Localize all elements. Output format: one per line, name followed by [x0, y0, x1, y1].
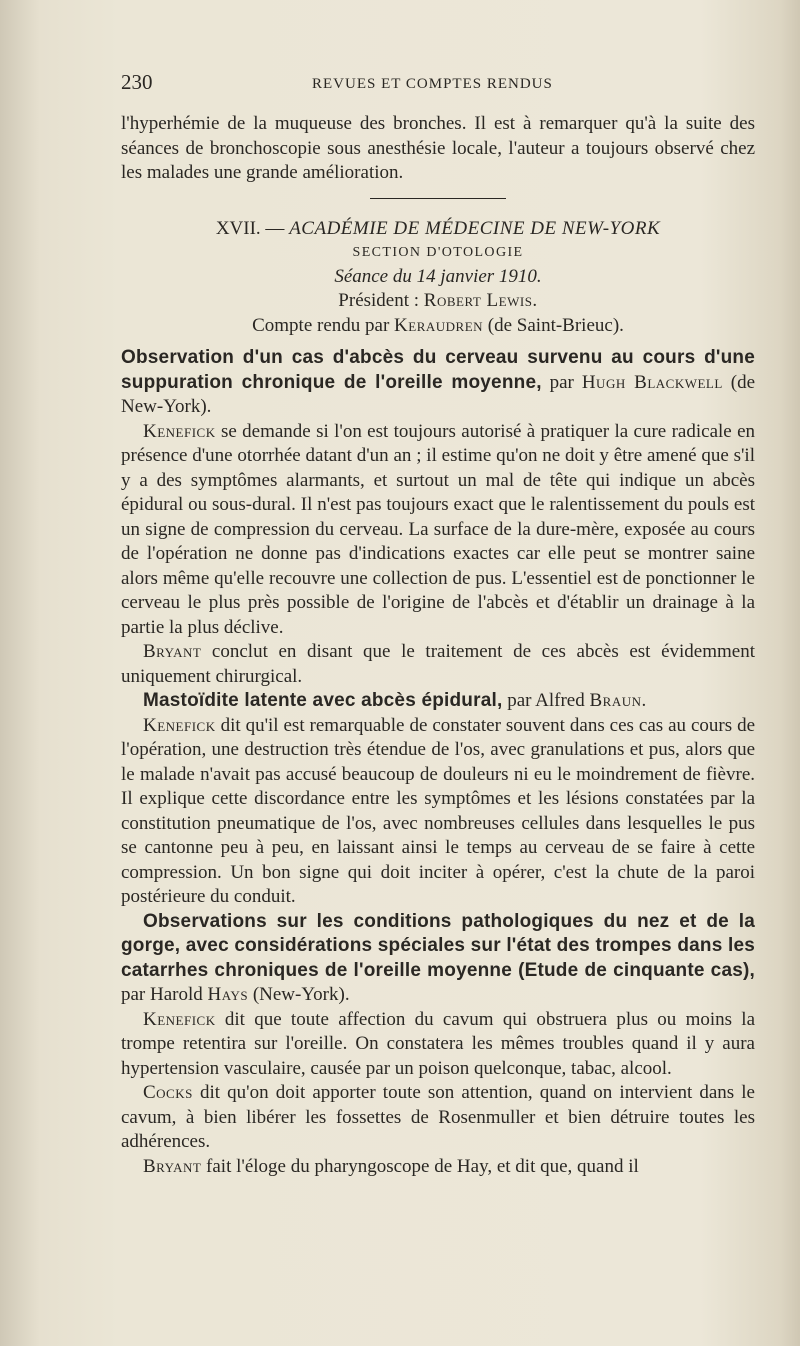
paragraph-text: dit que toute affection du cavum qui obstruera plus ou moins la trompe retentira sur l'oreille. On constatera les mêmes troubles quand il y aura hypertension vasculaire, causée par un poison quelconque, tabac, alcool.	[121, 1008, 756, 1079]
article1-heading	[121, 346, 755, 420]
section-divider	[370, 198, 506, 199]
article1-paragraph-2	[121, 640, 755, 689]
page-number: 230	[121, 70, 153, 94]
speaker-name: Kenefick	[143, 420, 216, 442]
speaker-name: Kenefick	[143, 714, 216, 736]
academy-name: ACADÉMIE DE MÉDECINE DE NEW-YORK	[289, 217, 661, 239]
article2-by: par Alfred	[507, 690, 585, 711]
article2-heading	[121, 689, 755, 714]
article3-paragraph-2	[121, 1081, 755, 1155]
article1-paragraph-1	[121, 420, 755, 641]
report-line	[121, 314, 755, 339]
report-prefix: Compte rendu par	[252, 314, 390, 336]
article3-affiliation: (New-York).	[252, 984, 350, 1005]
paragraph-text: fait l'éloge du pharyngoscope de Hay, et dit que, quand il	[206, 1155, 639, 1177]
article3-author: Hays	[207, 984, 249, 1005]
section-number: XVII. —	[215, 217, 285, 239]
paragraph-text: dit qu'on doit apporter toute son attention, quand on intervient dans le cavum, à bien libérer les fossettes de Rosenmuller et bien détruire toutes les adhérences.	[121, 1082, 755, 1152]
president-name: Robert Lewis.	[423, 290, 538, 311]
article3-paragraph-3	[121, 1155, 755, 1180]
paragraph-text: conclut en disant que le traitement de ces abcès est évidemment uniquement chirurgical.	[121, 641, 755, 687]
report-suffix: (de Saint-Brieuc).	[487, 314, 624, 336]
article3-by: par Harold	[121, 984, 203, 1005]
academy-heading	[121, 217, 755, 241]
paragraph-text: se demande si l'on est toujours autorisé à pratiquer la cure radicale en présence d'une otorrhée datant d'un an ; il estime qu'on ne doit y être amené que s'il y a des symptômes alarmants, et surtout un mal de tête qui indique un abcès épidural ou sous-dural. Il n'est pas toujours exact que le ralentissement du pouls est un signe de compression du cerveau. La surface de la dure-mère, exposée au cours de l'opération ne donne pas d'indications exactes car elle peut se montrer saine alors même qu'elle recouvre une collection de pus. L'essentiel est de ponctionner le cerveau le plus près possible de l'origine de l'abcès et d'établir un drainage à la partie la plus déclive.	[121, 420, 756, 638]
article2-title: Mastoïdite latente avec abcès épidural,	[143, 690, 503, 711]
paragraph-text: dit qu'il est remarquable de constater souvent dans ces cas au cours de l'opération, une destruction très étendue de l'os, avec granulations et pus, alors que le malade n'avait pas accusé beaucoup de douleurs ni eu le moindrement de fièvre. Il explique cette discordance entre les symptômes et les lésions constatées par la constitution pneumatique de l'os, avec nombreuses cellules dans lesquelles le pus se cantonne peu à peu, en laissant ainsi le temps au cerveau de se faire à cette compression. Un bon signe qui doit inciter à opérer, c'est la chute de la paroi postérieure du conduit.	[121, 714, 756, 907]
speaker-name: Cocks	[143, 1082, 193, 1103]
article1-author: Hugh Blackwell	[581, 371, 723, 393]
article3-paragraph-1	[121, 1008, 755, 1082]
intro-paragraph: l'hyperhémie de la muqueuse des bronches. Il est à remarquer qu'à la suite des séances de bronchoscopie sous anesthésie locale, l'auteur a toujours observé chez les malades une grande amélioration.	[121, 113, 755, 183]
speaker-name: Bryant	[143, 1155, 202, 1177]
subsection-heading: SECTION D'OTOLOGIE	[352, 244, 524, 260]
article2-author: Braun.	[589, 690, 647, 711]
article1-title: Observation d'un cas d'abcès du cerveau survenu au cours d'une suppuration chronique de l'oreille moyenne,	[121, 347, 755, 393]
article3-title: Observations sur les conditions pathologiques du nez et de la gorge, avec considérations spéciales sur l'état des trompes dans les catarrhes chroniques de l'oreille moyenne (Etude de cinquante cas),	[121, 910, 755, 981]
article2-paragraph-1	[121, 714, 755, 910]
running-title: REVUES ET COMPTES RENDUS	[312, 76, 553, 92]
running-head	[121, 70, 755, 100]
article3-heading	[121, 910, 755, 1008]
article1-by: par	[549, 371, 574, 393]
report-author: Keraudren	[394, 314, 484, 336]
speaker-name: Kenefick	[143, 1008, 216, 1030]
president-line	[121, 289, 755, 314]
text-column	[121, 70, 755, 1179]
article1-affiliation: (de New-York).	[121, 371, 756, 417]
president-label: Président :	[338, 290, 420, 311]
speaker-name: Bryant	[143, 641, 202, 662]
session-date: Séance du 14 janvier 1910.	[334, 265, 542, 287]
